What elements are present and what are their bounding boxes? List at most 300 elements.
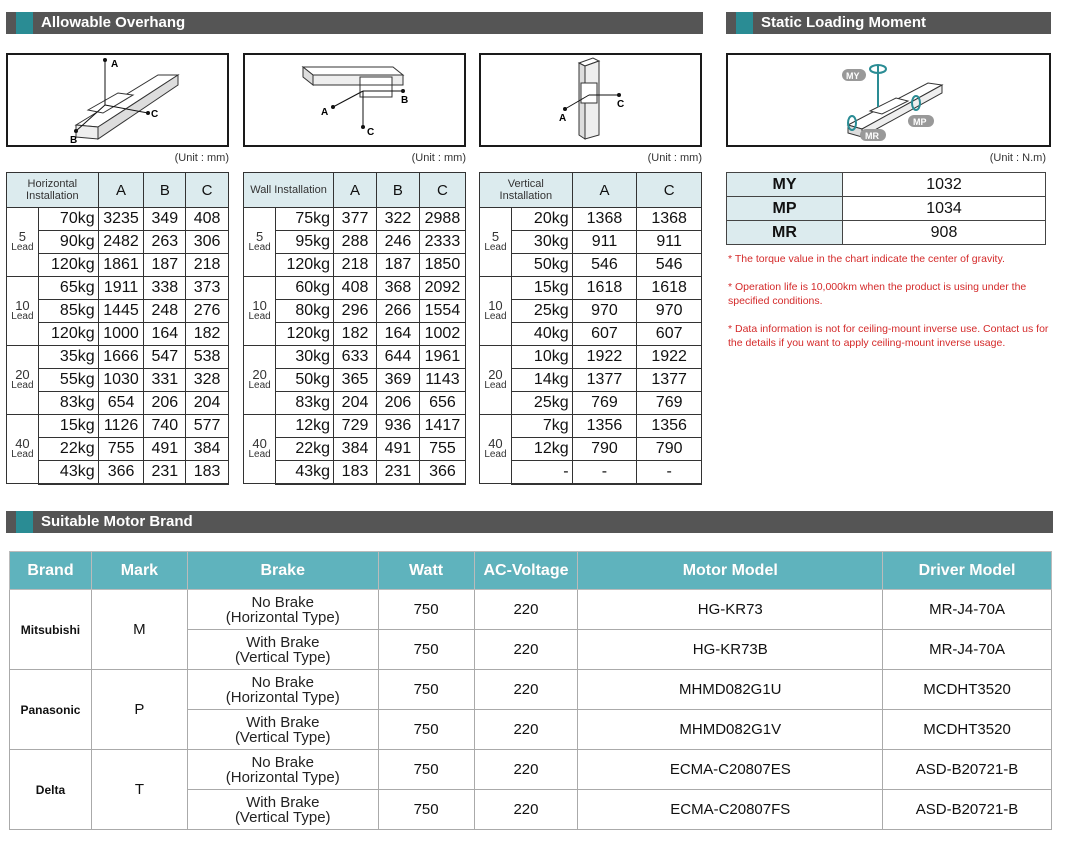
table-row xyxy=(480,254,702,277)
value-cell: 769 xyxy=(637,392,702,415)
static-title: Static Loading Moment xyxy=(761,14,926,31)
value-cell: 1850 xyxy=(419,254,465,277)
driver-cell: ASD-B20721-B xyxy=(883,750,1052,790)
moment-value: 1034 xyxy=(843,197,1046,221)
load-cell: 22kg xyxy=(38,438,98,461)
table-row xyxy=(480,208,702,231)
value-cell: 546 xyxy=(572,254,637,277)
value-cell: 607 xyxy=(637,323,702,346)
load-cell: 35kg xyxy=(38,346,98,369)
lead-cell xyxy=(244,346,276,415)
value-cell: 408 xyxy=(334,277,377,300)
load-cell: 14kg xyxy=(511,369,572,392)
value-cell: 1961 xyxy=(419,346,465,369)
volt-cell: 220 xyxy=(474,630,578,670)
watt-cell: 750 xyxy=(378,790,474,830)
table-row xyxy=(10,590,1052,630)
value-cell: 1368 xyxy=(637,208,702,231)
table-row xyxy=(7,300,229,323)
brake-type: With Brake xyxy=(246,713,320,731)
table-row xyxy=(480,415,702,438)
lead-label: Lead xyxy=(248,380,271,391)
label-b: B xyxy=(70,135,78,145)
value-cell: 331 xyxy=(144,369,186,392)
motor-cell: ECMA-C20807ES xyxy=(578,750,883,790)
lead-value: 40 xyxy=(252,436,267,451)
unit-label: (Unit : mm) xyxy=(647,152,702,164)
motor-header-brake: Brake xyxy=(187,552,378,590)
lead-label: Lead xyxy=(248,311,271,322)
table-row xyxy=(244,208,466,231)
value-cell: 1922 xyxy=(572,346,637,369)
column-header-a: A xyxy=(334,173,377,208)
value-cell: 369 xyxy=(376,369,419,392)
value-cell: 231 xyxy=(376,461,419,484)
value-cell: 1356 xyxy=(637,415,702,438)
volt-cell: 220 xyxy=(474,710,578,750)
value-cell: 365 xyxy=(334,369,377,392)
horizontal-table xyxy=(6,172,229,485)
section-accent xyxy=(736,12,753,34)
brake-cell xyxy=(187,670,378,710)
note-3: * Data information is not for ceiling-mount inverse use. Contact us for the details if you want to apply ceiling-mount inverse usage. xyxy=(728,323,1049,349)
motor-header-driver-model: Driver Model xyxy=(883,552,1052,590)
value-cell: 266 xyxy=(376,300,419,323)
value-cell: 654 xyxy=(98,392,144,415)
value-cell: 384 xyxy=(186,438,229,461)
installation-header: Horizontal Installation xyxy=(7,173,99,208)
value-cell: 296 xyxy=(334,300,377,323)
value-cell: 1666 xyxy=(98,346,144,369)
value-cell: 1377 xyxy=(637,369,702,392)
table-row xyxy=(480,392,702,415)
static-row xyxy=(727,173,1046,197)
table-row xyxy=(244,254,466,277)
load-cell: - xyxy=(511,461,572,484)
table-row xyxy=(244,231,466,254)
table-row xyxy=(244,300,466,323)
table-row xyxy=(7,254,229,277)
value-cell: 204 xyxy=(334,392,377,415)
motor-section-bar xyxy=(6,511,1053,533)
value-cell: 377 xyxy=(334,208,377,231)
value-cell: 164 xyxy=(144,323,186,346)
lead-value: 5 xyxy=(255,229,264,244)
load-cell: 30kg xyxy=(511,231,572,254)
load-cell: 22kg xyxy=(276,438,334,461)
value-cell: 246 xyxy=(376,231,419,254)
value-cell: 206 xyxy=(144,392,186,415)
value-cell: 1861 xyxy=(98,254,144,277)
lead-value: 20 xyxy=(15,367,30,382)
value-cell: 373 xyxy=(186,277,229,300)
table-row xyxy=(480,323,702,346)
value-cell: 740 xyxy=(144,415,186,438)
value-cell: 633 xyxy=(334,346,377,369)
column-header-c: C xyxy=(637,173,702,208)
lead-label: Lead xyxy=(248,449,271,460)
installation-header: Wall Installation xyxy=(244,173,334,208)
brake-installation: (Horizontal Type) xyxy=(225,688,340,706)
motor-title: Suitable Motor Brand xyxy=(41,513,193,530)
lead-value: 5 xyxy=(491,229,500,244)
installation-header: Vertical Installation xyxy=(480,173,573,208)
table-row xyxy=(244,323,466,346)
section-accent xyxy=(16,12,33,34)
value-cell: 218 xyxy=(334,254,377,277)
table-row xyxy=(7,415,229,438)
motor-cell: MHMD082G1U xyxy=(578,670,883,710)
load-cell: 12kg xyxy=(276,415,334,438)
lead-cell xyxy=(7,277,39,346)
motor-cell: HG-KR73 xyxy=(578,590,883,630)
load-cell: 25kg xyxy=(511,392,572,415)
svg-text:A: A xyxy=(321,107,329,118)
table-row xyxy=(480,461,702,484)
volt-cell: 220 xyxy=(474,790,578,830)
section-accent xyxy=(16,511,33,533)
value-cell: 607 xyxy=(572,323,637,346)
load-cell: 40kg xyxy=(511,323,572,346)
value-cell: 547 xyxy=(144,346,186,369)
wall-actuator-icon xyxy=(245,55,464,145)
value-cell: 769 xyxy=(572,392,637,415)
volt-cell: 220 xyxy=(474,670,578,710)
value-cell: 366 xyxy=(98,461,144,484)
brand-cell: Mitsubishi xyxy=(10,590,92,670)
lead-cell xyxy=(244,208,276,277)
load-cell: 83kg xyxy=(38,392,98,415)
brake-type: With Brake xyxy=(246,633,320,651)
table-row xyxy=(480,438,702,461)
load-cell: 50kg xyxy=(276,369,334,392)
overhang-title: Allowable Overhang xyxy=(41,14,186,31)
load-cell: 65kg xyxy=(38,277,98,300)
table-row xyxy=(7,323,229,346)
load-cell: 90kg xyxy=(38,231,98,254)
label-mr: MR xyxy=(865,131,879,141)
load-cell: 10kg xyxy=(511,346,572,369)
value-cell: 491 xyxy=(376,438,419,461)
moment-value: 1032 xyxy=(843,173,1046,197)
load-cell: 12kg xyxy=(511,438,572,461)
table-row xyxy=(244,461,466,484)
moment-label: MP xyxy=(727,197,843,221)
static-row xyxy=(727,197,1046,221)
brake-cell xyxy=(187,590,378,630)
value-cell: 1922 xyxy=(637,346,702,369)
mark-cell: T xyxy=(91,750,187,830)
value-cell: 206 xyxy=(376,392,419,415)
load-cell: 120kg xyxy=(276,254,334,277)
load-cell: 25kg xyxy=(511,300,572,323)
column-header-b: B xyxy=(376,173,419,208)
load-cell: 55kg xyxy=(38,369,98,392)
value-cell: 183 xyxy=(334,461,377,484)
horizontal-diagram xyxy=(6,53,229,147)
value-cell: 1368 xyxy=(572,208,637,231)
wall-table xyxy=(243,172,466,485)
table-row xyxy=(244,369,466,392)
watt-cell: 750 xyxy=(378,670,474,710)
lead-label: Lead xyxy=(484,311,507,322)
driver-cell: MCDHT3520 xyxy=(883,670,1052,710)
value-cell: 248 xyxy=(144,300,186,323)
moment-label: MY xyxy=(727,173,843,197)
watt-cell: 750 xyxy=(378,590,474,630)
brake-cell xyxy=(187,710,378,750)
static-row xyxy=(727,221,1046,245)
brake-installation: (Horizontal Type) xyxy=(225,768,340,786)
table-row xyxy=(480,369,702,392)
lead-value: 10 xyxy=(15,298,30,313)
brake-cell xyxy=(187,630,378,670)
driver-cell: MR-J4-70A xyxy=(883,630,1052,670)
value-cell: 2092 xyxy=(419,277,465,300)
brake-installation: (Vertical Type) xyxy=(234,728,331,746)
column-header-c: C xyxy=(186,173,229,208)
driver-cell: ASD-B20721-B xyxy=(883,790,1052,830)
value-cell: 218 xyxy=(186,254,229,277)
wall-diagram xyxy=(243,53,466,147)
table-row xyxy=(7,438,229,461)
load-cell: 43kg xyxy=(276,461,334,484)
value-cell: 656 xyxy=(419,392,465,415)
value-cell: 182 xyxy=(186,323,229,346)
load-cell: 120kg xyxy=(38,254,98,277)
value-cell: 2988 xyxy=(419,208,465,231)
load-cell: 70kg xyxy=(38,208,98,231)
table-row xyxy=(244,346,466,369)
lead-label: Lead xyxy=(484,242,507,253)
motor-table xyxy=(9,551,1052,830)
table-row xyxy=(480,300,702,323)
table-row xyxy=(7,392,229,415)
load-cell: 80kg xyxy=(276,300,334,323)
label-a: A xyxy=(111,59,119,70)
value-cell: 338 xyxy=(144,277,186,300)
lead-cell xyxy=(244,415,276,484)
svg-text:B: B xyxy=(401,95,409,106)
brake-type: No Brake xyxy=(251,753,314,771)
table-row xyxy=(10,670,1052,710)
lead-label: Lead xyxy=(248,242,271,253)
motor-cell: MHMD082G1V xyxy=(578,710,883,750)
load-cell: 50kg xyxy=(511,254,572,277)
label-my: MY xyxy=(846,71,860,81)
load-cell: 15kg xyxy=(38,415,98,438)
value-cell: 2333 xyxy=(419,231,465,254)
volt-cell: 220 xyxy=(474,750,578,790)
value-cell: 366 xyxy=(419,461,465,484)
load-cell: 83kg xyxy=(276,392,334,415)
motor-header-motor-model: Motor Model xyxy=(578,552,883,590)
label-mp: MP xyxy=(913,117,927,127)
value-cell: 1356 xyxy=(572,415,637,438)
value-cell: 790 xyxy=(572,438,637,461)
load-cell: 20kg xyxy=(511,208,572,231)
value-cell: 970 xyxy=(637,300,702,323)
value-cell: 911 xyxy=(637,231,702,254)
lead-label: Lead xyxy=(484,380,507,391)
value-cell: 263 xyxy=(144,231,186,254)
vertical-diagram xyxy=(479,53,702,147)
value-cell: 1002 xyxy=(419,323,465,346)
value-cell: 187 xyxy=(376,254,419,277)
value-cell: 1030 xyxy=(98,369,144,392)
load-cell: 120kg xyxy=(38,323,98,346)
value-cell: - xyxy=(637,461,702,484)
motor-cell: HG-KR73B xyxy=(578,630,883,670)
column-header-c: C xyxy=(419,173,465,208)
motor-header-mark: Mark xyxy=(91,552,187,590)
lead-cell xyxy=(480,208,512,277)
mark-cell: P xyxy=(91,670,187,750)
table-row xyxy=(480,231,702,254)
value-cell: 491 xyxy=(144,438,186,461)
brake-cell xyxy=(187,790,378,830)
value-cell: 546 xyxy=(637,254,702,277)
value-cell: 1377 xyxy=(572,369,637,392)
column-header-b: B xyxy=(144,173,186,208)
column-header-a: A xyxy=(572,173,637,208)
lead-label: Lead xyxy=(11,380,34,391)
column-header-a: A xyxy=(98,173,144,208)
load-cell: 60kg xyxy=(276,277,334,300)
brake-cell xyxy=(187,750,378,790)
static-moment-table xyxy=(726,172,1046,245)
value-cell: 790 xyxy=(637,438,702,461)
vertical-actuator-icon xyxy=(481,55,700,145)
lead-cell xyxy=(244,277,276,346)
moment-actuator-icon xyxy=(728,55,1049,145)
lead-label: Lead xyxy=(11,311,34,322)
table-row xyxy=(244,415,466,438)
value-cell: - xyxy=(572,461,637,484)
lead-cell xyxy=(7,415,39,484)
lead-value: 5 xyxy=(18,229,27,244)
brake-type: No Brake xyxy=(251,673,314,691)
vertical-table xyxy=(479,172,702,485)
table-row xyxy=(480,346,702,369)
value-cell: 384 xyxy=(334,438,377,461)
value-cell: 322 xyxy=(376,208,419,231)
note-1: * The torque value in the chart indicate the center of gravity. xyxy=(728,253,1005,265)
lead-label: Lead xyxy=(484,449,507,460)
table-row xyxy=(7,369,229,392)
table-row xyxy=(7,277,229,300)
lead-value: 10 xyxy=(252,298,267,313)
value-cell: 349 xyxy=(144,208,186,231)
table-row xyxy=(7,461,229,484)
table-row xyxy=(10,750,1052,790)
value-cell: 204 xyxy=(186,392,229,415)
value-cell: 306 xyxy=(186,231,229,254)
lead-cell xyxy=(7,208,39,277)
brake-installation: (Vertical Type) xyxy=(234,808,331,826)
unit-label: (Unit : N.m) xyxy=(989,152,1046,164)
mark-cell: M xyxy=(91,590,187,670)
load-cell: 30kg xyxy=(276,346,334,369)
load-cell: 7kg xyxy=(511,415,572,438)
value-cell: 911 xyxy=(572,231,637,254)
svg-text:C: C xyxy=(367,127,375,138)
lead-value: 40 xyxy=(15,436,30,451)
lead-cell xyxy=(480,346,512,415)
value-cell: 3235 xyxy=(98,208,144,231)
brake-installation: (Vertical Type) xyxy=(234,648,331,666)
brand-cell: Panasonic xyxy=(10,670,92,750)
motor-header-watt: Watt xyxy=(378,552,474,590)
svg-text:A: A xyxy=(559,113,567,124)
lead-value: 20 xyxy=(488,367,503,382)
load-cell: 120kg xyxy=(276,323,334,346)
note-2: * Operation life is 10,000km when the product is using under the specified conditions. xyxy=(728,281,1027,307)
value-cell: 231 xyxy=(144,461,186,484)
motor-cell: ECMA-C20807FS xyxy=(578,790,883,830)
moment-label: MR xyxy=(727,221,843,245)
value-cell: 2482 xyxy=(98,231,144,254)
value-cell: 1618 xyxy=(572,277,637,300)
value-cell: 755 xyxy=(98,438,144,461)
value-cell: 1554 xyxy=(419,300,465,323)
lead-cell xyxy=(7,346,39,415)
label-c: C xyxy=(151,109,159,120)
lead-value: 20 xyxy=(252,367,267,382)
lead-label: Lead xyxy=(11,242,34,253)
volt-cell: 220 xyxy=(474,590,578,630)
value-cell: 408 xyxy=(186,208,229,231)
load-cell: 95kg xyxy=(276,231,334,254)
lead-label: Lead xyxy=(11,449,34,460)
value-cell: 644 xyxy=(376,346,419,369)
value-cell: 182 xyxy=(334,323,377,346)
value-cell: 755 xyxy=(419,438,465,461)
value-cell: 276 xyxy=(186,300,229,323)
lead-cell xyxy=(480,415,512,484)
watt-cell: 750 xyxy=(378,710,474,750)
value-cell: 368 xyxy=(376,277,419,300)
table-row xyxy=(244,277,466,300)
value-cell: 1143 xyxy=(419,369,465,392)
value-cell: 538 xyxy=(186,346,229,369)
table-row xyxy=(7,346,229,369)
motor-header-ac-voltage: AC-Voltage xyxy=(474,552,578,590)
load-cell: 75kg xyxy=(276,208,334,231)
value-cell: 1126 xyxy=(98,415,144,438)
value-cell: 1618 xyxy=(637,277,702,300)
lead-cell xyxy=(480,277,512,346)
watt-cell: 750 xyxy=(378,750,474,790)
table-row xyxy=(244,392,466,415)
value-cell: 936 xyxy=(376,415,419,438)
static-section-bar xyxy=(726,12,1051,34)
table-row xyxy=(7,208,229,231)
table-row xyxy=(480,277,702,300)
value-cell: 577 xyxy=(186,415,229,438)
svg-text:C: C xyxy=(617,99,625,110)
brake-type: With Brake xyxy=(246,793,320,811)
brake-type: No Brake xyxy=(251,593,314,611)
moment-value: 908 xyxy=(843,221,1046,245)
value-cell: 328 xyxy=(186,369,229,392)
value-cell: 1417 xyxy=(419,415,465,438)
unit-label: (Unit : mm) xyxy=(411,152,466,164)
unit-label: (Unit : mm) xyxy=(174,152,229,164)
horizontal-actuator-icon xyxy=(8,55,227,145)
value-cell: 1445 xyxy=(98,300,144,323)
load-cell: 43kg xyxy=(38,461,98,484)
